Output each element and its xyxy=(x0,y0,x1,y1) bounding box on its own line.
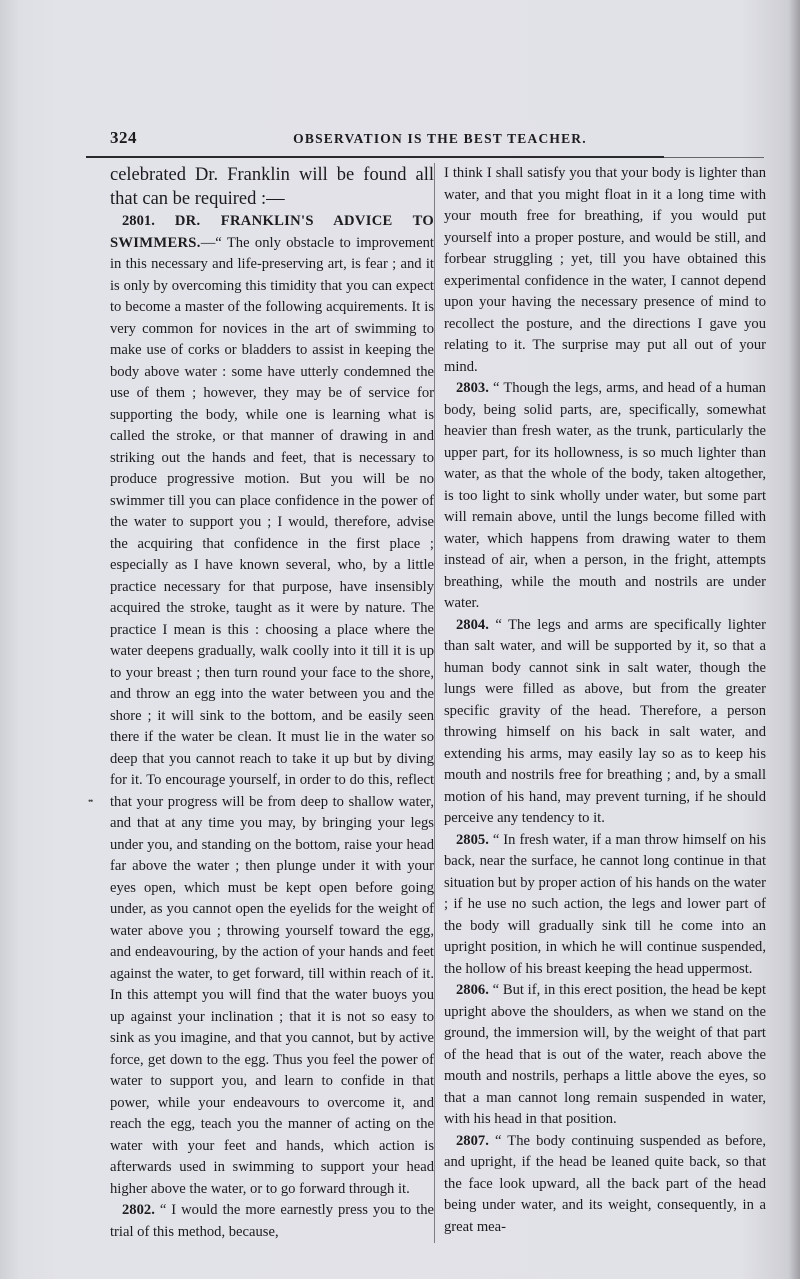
paragraph-number: 2807. xyxy=(456,1132,489,1149)
paragraph-text: “ But if, in this erect position, the head be kept upright above the shoulders, as when we stand on the ground, the immersion will, by the weight of that part of the head that is out of the water, reach above the mouth and nostrils, perhaps a little above the eyes, so that a man cannot long remain suspended in water, with his head in that position. xyxy=(444,982,766,1127)
paragraph-number: 2803. xyxy=(456,380,489,396)
paragraph-2805 xyxy=(444,830,766,981)
running-head: OBSERVATION IS THE BEST TEACHER. xyxy=(293,131,587,146)
page-header xyxy=(110,128,760,152)
paragraph-2804 xyxy=(444,615,766,830)
column-divider xyxy=(434,163,435,1243)
page-number: 324 xyxy=(110,128,137,147)
page-edge-shadow xyxy=(788,0,800,1279)
margin-mark: •• xyxy=(88,796,93,806)
paragraph-text: “ The legs and arms are specifically lighter than salt water, and will be supported by it, so that a human body cannot sink in salt water, though the lungs were filled as above, but from the greater specific gravity of the head. Therefore, a person throwing himself on his back in salt water, and extending his arms, may easily lay so as to keep his mouth and nostrils free for breathing ; and, by a small motion of his hand, may prevent turning, if he should perceive any tendency to it. xyxy=(444,616,766,826)
section-title: DR. FRANKLIN'S ADVICE TO SWIMMERS. xyxy=(110,213,435,251)
paragraph-2807 xyxy=(444,1131,766,1239)
paragraph-number: 2804. xyxy=(456,616,489,633)
paragraph-number: 2805. xyxy=(456,831,489,848)
paragraph-2803 xyxy=(444,378,766,615)
paragraph-text: “ The body continuing suspended as before, and upright, if the head be leaned quite back, so that the face look upward, all the back part of the head being under water, and its weight, consequently, in a great mea- xyxy=(444,1132,766,1235)
paragraph-text: “ I would the more earnestly press you to the trial of this method, because, xyxy=(110,1202,434,1240)
right-column xyxy=(444,163,766,1238)
paragraph-text: —“ The only obstacle to improvement in this necessary and life-preserving art, is fear ; and it is only by overcoming this timidity that you can expect to become a master of the following acquirements. It is very common for novices in the art of swimming to make use of corks or bladders to assist in keeping the body above water : some have utterly condemned the use of them ; however, they may be of service for supporting the body, while one is learning what is called the stroke, or that manner of drawing in and striking out the hands and feet, that is necessary to produce progressive motion. But you will be no swimmer till you can place confidence in the power of the water to support you ; I would, therefore, advise the acquiring that confidence in the first place ; especially as I have known several, who, by a little practice necessary for that purpose, have insensibly acquired the stroke, taught as it were by nature. The practice I mean is this : choosing a place where the water deepens gradually, walk coolly into it till it is up to your breast ; then turn round your face to the shore, and throw an egg into the water between you and the shore ; it will sink to the bottom, and be easily seen there if the water be clean. It must lie in the water so deep that you cannot reach to take it up but by diving for it. To encourage yourself, in order to do this, reflect that your progress will be from deep to shallow water, and that at any time you may, by bringing your legs under you, and standing on the bottom, raise your head far above the water ; then plunge under it with your eyes open, which must be kept open before going under, as you cannot open the eyelids for the weight of water above you ; throwing yourself toward the egg, and endeavouring, by the action of your hands and feet against the water, to get forward, till within reach of it. In this attempt you will find that the water buoys you up against your inclination ; that it is not so easy to sink as you imagine, and that you cannot, but by active force, get down to the egg. Thus you feel the power of water to support you, and learn to confide in that power, while your endeavours to overcome it, and reach the egg, teach you the manner of acting on the water with your feet and hands, which action is afterwards used in swimming to support your head higher above the water, or to go forward through it. xyxy=(110,234,434,1197)
paragraph-number: 2802. xyxy=(122,1202,155,1218)
header-rule xyxy=(86,156,664,158)
paragraph-number: 2801. xyxy=(122,213,155,229)
header-rule-tail xyxy=(664,157,764,158)
paragraph-2801 xyxy=(110,211,434,1200)
paragraph-number: 2806. xyxy=(456,982,489,998)
lead-text: celebrated Dr. Franklin will be found all that can be required :— xyxy=(110,165,434,209)
left-column xyxy=(110,163,434,1243)
continued-text: I think I shall satisfy you that your body is lighter than water, and that you might float in it a long time with your mouth free for breathing, if you would put yourself into a proper posture, and would be still, and forbear struggling ; yet, till you have obtained this experimental confidence in the water, I cannot depend upon your having the necessary presence of mind to recollect the posture, and the directions I gave you relating to it. The surprise may put all out of your mind. xyxy=(444,165,766,375)
paragraph-2806 xyxy=(444,980,766,1131)
paragraph-text: “ Though the legs, arms, and head of a human body, being solid parts, are, specifically, somewhat heavier than fresh water, as the trunk, particularly the upper part, for its hollowness, is so much lighter than water, as that the whole of the body, taken altogether, is too light to sink wholly under water, but some part will remain above, until the lungs become filled with water, which happens from drawing water to them instead of air, when a person, in the fright, attempts breathing, while the mouth and nostrils are under water. xyxy=(444,380,766,611)
paragraph-2802 xyxy=(110,1200,434,1243)
paragraph-text: “ In fresh water, if a man throw himself on his back, near the surface, he cannot long continue in that situation but by proper action of his hands on the water ; if he use no such action, the legs and lower part of the body will gradually sink till he come into an upright position, in which he will continue suspended, the hollow of his breast keeping the head uppermost. xyxy=(444,831,766,977)
